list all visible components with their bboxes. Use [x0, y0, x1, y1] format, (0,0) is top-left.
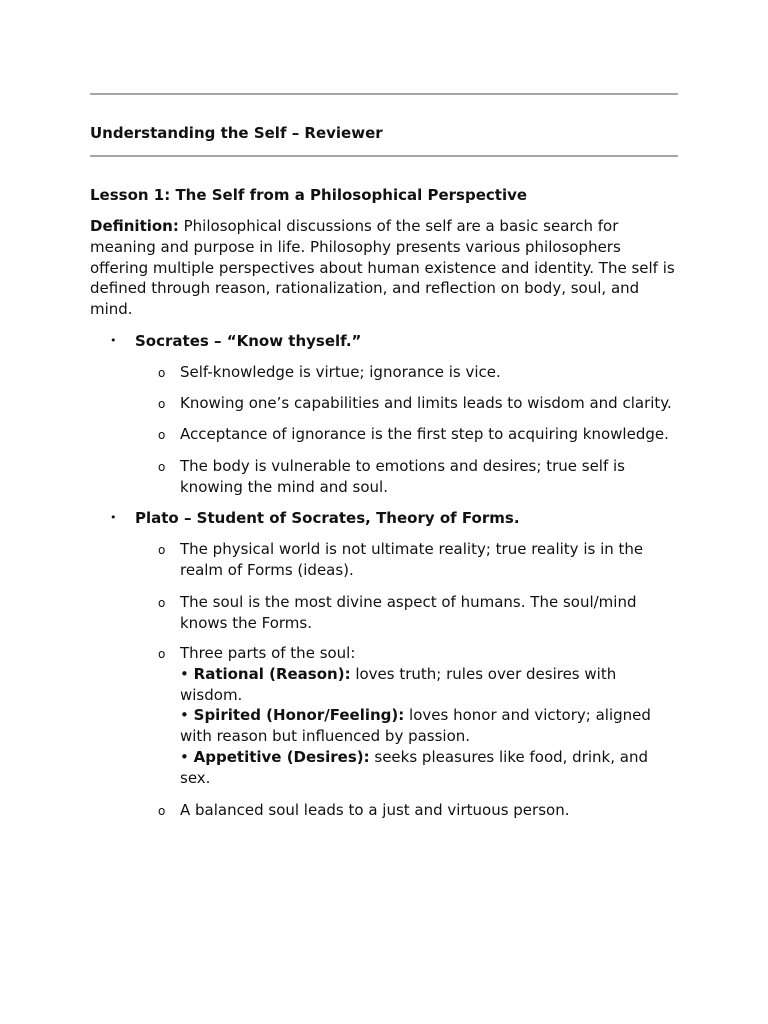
- sub-bullet-icon: o: [158, 428, 166, 442]
- list-item: [158, 424, 678, 445]
- plato-closing-point: A balanced soul leads to a just and virtuous person.: [180, 801, 570, 819]
- socrates-heading-item: [110, 331, 362, 352]
- sub-bullet-icon: o: [158, 647, 166, 661]
- soul-part-label: Rational (Reason):: [193, 664, 351, 683]
- socrates-point-1: Self-knowledge is virtue; ignorance is vice.: [180, 363, 501, 381]
- plato-heading-item: [110, 508, 520, 529]
- definition-label: Definition:: [90, 217, 179, 235]
- plato-point-2: The soul is the most divine aspect of humans. The soul/mind knows the Forms.: [180, 593, 637, 632]
- soul-part-text: loves honor and victory; aligned with reason but influenced by passion.: [180, 706, 651, 746]
- soul-parts-intro: Three parts of the soul:: [180, 644, 356, 662]
- soul-part-label: Spirited (Honor/Feeling):: [193, 706, 405, 725]
- socrates-point-3: Acceptance of ignorance is the first step to acquiring knowledge.: [180, 425, 669, 443]
- list-item: [158, 592, 655, 634]
- soul-part-spirited: [180, 705, 670, 747]
- plato-heading: Plato – Student of Socrates, Theory of Forms.: [135, 509, 520, 527]
- sub-bullet-icon: o: [158, 397, 166, 411]
- definition-text: Philosophical discussions of the self are a basic search for meaning and purpose in life. Philosophy presents various philosophers offering multiple perspectives about human existence and identity. The self is defined through reason, rationalization, and reflection on body, soul, and mind.: [90, 217, 675, 319]
- list-item: [158, 643, 670, 789]
- plato-point-1: The physical world is not ultimate reality; true reality is in the realm of Forms (ideas).: [180, 540, 644, 579]
- list-item: [158, 456, 650, 498]
- inline-bullet-icon: •: [180, 664, 189, 683]
- definition-paragraph: [90, 216, 680, 320]
- soul-part-text: seeks pleasures like food, drink, and sex.: [180, 747, 648, 787]
- soul-part-rational: [180, 664, 670, 706]
- sub-bullet-icon: o: [158, 543, 166, 557]
- list-item: [158, 539, 660, 581]
- list-item: [158, 800, 678, 821]
- title-divider: [90, 155, 678, 157]
- bullet-icon: •: [110, 334, 117, 347]
- soul-part-label: Appetitive (Desires):: [193, 747, 370, 766]
- socrates-point-4: The body is vulnerable to emotions and desires; true self is knowing the mind and soul.: [180, 457, 625, 496]
- list-item: [158, 362, 678, 383]
- list-item: [158, 393, 678, 414]
- sub-bullet-icon: o: [158, 366, 166, 380]
- soul-part-appetitive: [180, 747, 670, 789]
- sub-bullet-icon: o: [158, 596, 166, 610]
- document-title: Understanding the Self – Reviewer: [90, 124, 383, 142]
- soul-part-text: loves truth; rules over desires with wisdom.: [180, 664, 617, 704]
- sub-bullet-icon: o: [158, 460, 166, 474]
- socrates-heading: Socrates – “Know thyself.”: [135, 332, 362, 350]
- inline-bullet-icon: •: [180, 706, 189, 725]
- inline-bullet-icon: •: [180, 747, 189, 766]
- bullet-icon: •: [110, 511, 117, 524]
- top-divider: [90, 93, 678, 95]
- socrates-point-2: Knowing one’s capabilities and limits leads to wisdom and clarity.: [180, 394, 672, 412]
- sub-bullet-icon: o: [158, 804, 166, 818]
- lesson-heading: Lesson 1: The Self from a Philosophical Perspective: [90, 186, 528, 204]
